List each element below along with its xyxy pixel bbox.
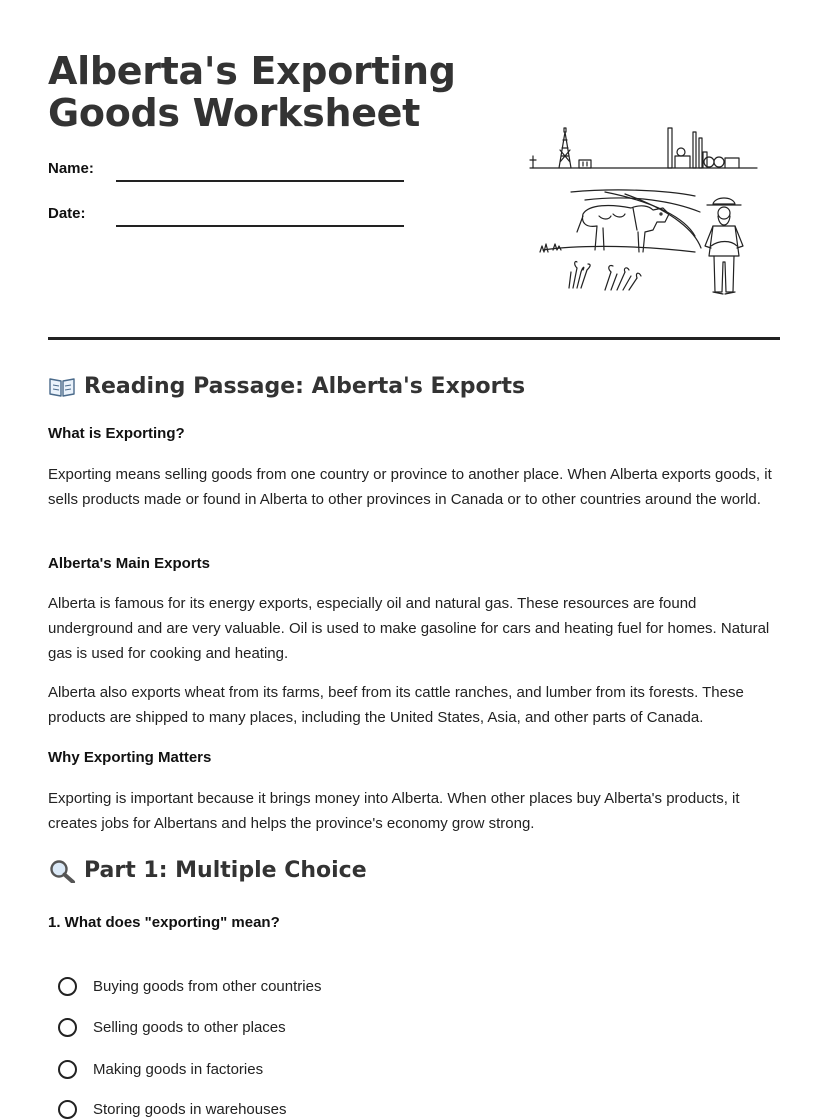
subheading-what-is-exporting: What is Exporting? [48, 425, 185, 442]
name-label: Name: [48, 160, 94, 177]
wheat-icon [569, 261, 641, 290]
worksheet-title [48, 50, 456, 134]
cow-icon [577, 206, 669, 252]
radio-button[interactable] [58, 977, 77, 996]
radio-button[interactable] [58, 1100, 77, 1119]
radio-button[interactable] [58, 1060, 77, 1079]
option-label: Buying goods from other countries [93, 978, 322, 995]
date-label: Date: [48, 205, 86, 222]
title-line-1: Alberta's Exporting [48, 49, 456, 93]
question-1-option-b[interactable] [58, 1018, 286, 1037]
paragraph-why-exporting-matters: Exporting is important because it brings money into Alberta. When other places buy Alberta's products, it creates jobs for Albertans and helps the province's economy grow strong. [48, 790, 740, 832]
header-divider [48, 337, 780, 340]
radio-button[interactable] [58, 1018, 77, 1037]
question-1-option-d[interactable] [58, 1100, 286, 1119]
oil-derrick-icon [559, 128, 571, 168]
paragraph-other-exports: Alberta also exports wheat from its farms, beef from its cattle ranches, and lumber from its forests. These products are shipped to many places, including the United States, Asia, and other parts of Canada. [48, 684, 744, 726]
alberta-ranch-illustration [525, 122, 765, 304]
paragraph-what-is-exporting: Exporting means selling goods from one country or province to another place. When Alberta exports goods, it sells products made or found in Alberta to other provinces in Canada or to other countries around the world. [48, 466, 772, 508]
part1-heading-text: Part 1: Multiple Choice [84, 858, 367, 883]
subheading-main-exports: Alberta's Main Exports [48, 555, 210, 572]
date-field[interactable] [116, 225, 404, 227]
part1-heading [48, 858, 367, 883]
option-label: Selling goods to other places [93, 1019, 286, 1036]
reading-heading-text: Reading Passage: Alberta's Exports [84, 374, 526, 399]
reading-heading [48, 374, 525, 399]
question-1: 1. What does "exporting" mean? [48, 914, 280, 931]
question-1-option-c[interactable] [58, 1060, 263, 1079]
option-label: Storing goods in warehouses [93, 1101, 287, 1118]
open-book-icon [48, 375, 76, 399]
farmer-icon [705, 198, 743, 294]
refinery-icon [668, 128, 739, 168]
question-1-option-a[interactable] [58, 977, 321, 996]
name-field[interactable] [116, 180, 404, 182]
paragraph-energy-exports: Alberta is famous for its energy exports, especially oil and natural gas. These resources are found underground and are very valuable. Oil is used to make gasoline for cars and heating fuel for homes. Natural gas is used for cooking and heating. [48, 595, 770, 662]
pump-shed-icon [579, 160, 591, 168]
option-label: Making goods in factories [93, 1061, 264, 1078]
title-line-2: Goods Worksheet [48, 91, 421, 135]
subheading-why-exporting-matters: Why Exporting Matters [48, 749, 212, 766]
magnifying-glass-icon [48, 859, 76, 883]
